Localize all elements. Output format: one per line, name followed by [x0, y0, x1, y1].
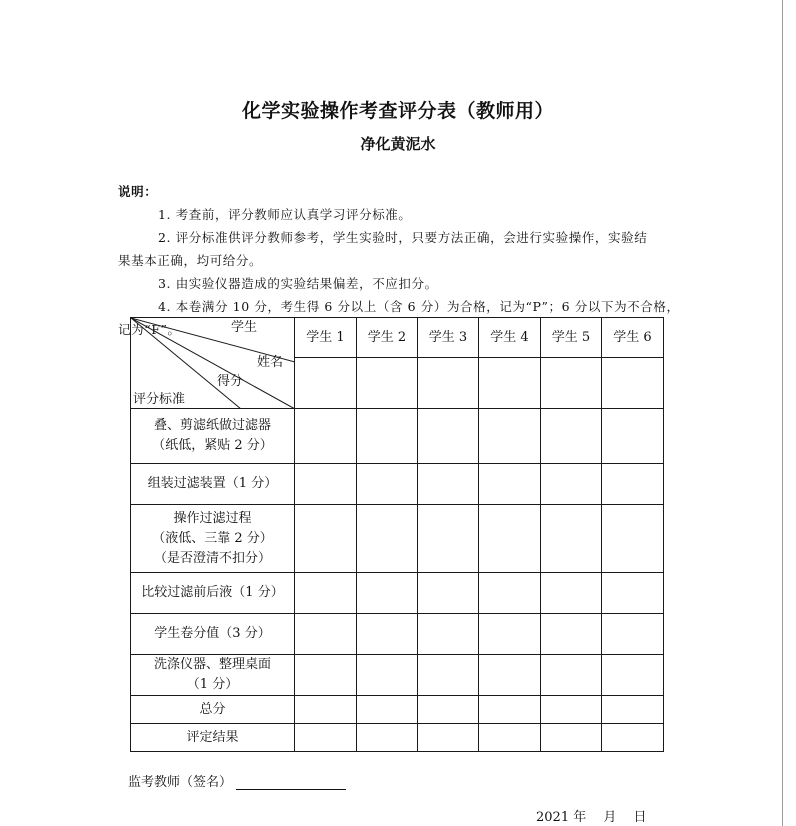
page-title: 化学实验操作考查评分表（教师用）: [241, 100, 554, 122]
student-header: 学生 1: [295, 318, 357, 358]
result-label: 评定结果: [186, 729, 239, 745]
score-cell[interactable]: [357, 614, 418, 655]
criterion-cell: [131, 573, 295, 614]
table-row: [131, 505, 664, 573]
score-cell[interactable]: [418, 696, 479, 724]
score-cell[interactable]: [418, 655, 479, 696]
student-header: 学生 2: [357, 318, 418, 358]
table-row: [131, 573, 664, 614]
score-cell[interactable]: [295, 358, 357, 409]
student-header: 学生 4: [479, 318, 541, 358]
score-cell[interactable]: [479, 505, 541, 573]
criterion-cell: [131, 614, 295, 655]
score-cell[interactable]: [295, 655, 357, 696]
score-cell[interactable]: [479, 655, 541, 696]
score-cell[interactable]: [541, 409, 602, 464]
criterion-cell: [131, 464, 295, 505]
criterion-cell: [131, 409, 295, 464]
instruction-4: 4. 本卷满分 10 分，考生得 6 分以上（含 6 分）为合格，记为“P”；6 分以下为不合格，: [158, 299, 680, 314]
student-header: 学生 6: [602, 318, 664, 358]
score-cell[interactable]: [418, 573, 479, 614]
signature-line[interactable]: [236, 775, 346, 790]
page-subtitle: 净化黄泥水: [360, 135, 436, 153]
table-row: [131, 614, 664, 655]
instruction-4-cont: 记为“F”。: [118, 322, 181, 337]
criterion-line: 比较过滤前后液（1 分）: [141, 585, 284, 600]
criterion-line: （液低、三靠 2 分）: [152, 530, 273, 546]
score-cell[interactable]: [541, 724, 602, 752]
score-cell[interactable]: [541, 573, 602, 614]
score-cell[interactable]: [479, 358, 541, 409]
score-cell[interactable]: [479, 409, 541, 464]
header-criteria-label: 评分标准: [133, 392, 186, 407]
score-cell[interactable]: [295, 409, 357, 464]
criterion-line: 操作过滤过程: [173, 510, 252, 526]
score-cell[interactable]: [357, 724, 418, 752]
score-cell[interactable]: [295, 696, 357, 724]
instruction-2: 2. 评分标准供评分教师参考，学生实验时，只要方法正确，会进行实验操作，实验结: [158, 230, 648, 245]
student-header: 学生 5: [541, 318, 602, 358]
student-header: 学生 3: [418, 318, 479, 358]
page-edge-rule: [782, 0, 783, 826]
score-cell[interactable]: [357, 409, 418, 464]
score-cell[interactable]: [418, 724, 479, 752]
score-cell[interactable]: [357, 696, 418, 724]
score-cell[interactable]: [479, 724, 541, 752]
table-row: [131, 696, 664, 724]
table-row: [131, 655, 664, 696]
table-row: [131, 464, 664, 505]
score-cell[interactable]: [541, 358, 602, 409]
criterion-cell: [131, 505, 295, 573]
score-cell[interactable]: [357, 505, 418, 573]
score-cell[interactable]: [295, 573, 357, 614]
score-cell[interactable]: [479, 464, 541, 505]
instruction-1: 1. 考查前，评分教师应认真学习评分标准。: [158, 207, 412, 222]
score-cell[interactable]: [357, 655, 418, 696]
score-cell[interactable]: [602, 573, 664, 614]
score-cell[interactable]: [357, 358, 418, 409]
criterion-line: 学生卷分值（3 分）: [154, 626, 271, 641]
table-row: [131, 724, 664, 752]
score-cell[interactable]: [602, 696, 664, 724]
score-cell[interactable]: [418, 505, 479, 573]
criterion-line: 组装过滤装置（1 分）: [147, 476, 278, 491]
score-cell[interactable]: [357, 573, 418, 614]
criterion-line: 洗涤仪器、整理桌面: [153, 657, 271, 672]
header-student-label: 学生: [231, 320, 258, 335]
criterion-line: 叠、剪滤纸做过滤器: [153, 418, 271, 433]
score-cell[interactable]: [479, 573, 541, 614]
score-cell[interactable]: [541, 505, 602, 573]
instruction-2-cont: 果基本正确，均可给分。: [118, 253, 263, 268]
score-cell[interactable]: [602, 505, 664, 573]
diagonal-header-cell: [131, 318, 295, 409]
score-cell[interactable]: [541, 464, 602, 505]
score-cell[interactable]: [602, 409, 664, 464]
score-cell[interactable]: [418, 464, 479, 505]
score-cell[interactable]: [602, 724, 664, 752]
criterion-line: （1 分）: [186, 677, 239, 692]
criterion-line: （纸低，紧贴 2 分）: [152, 438, 273, 453]
score-cell[interactable]: [295, 505, 357, 573]
score-cell[interactable]: [295, 724, 357, 752]
score-cell[interactable]: [418, 409, 479, 464]
criterion-cell: [131, 696, 295, 724]
criterion-cell: [131, 655, 295, 696]
score-cell[interactable]: [295, 464, 357, 505]
header-score-label: 得分: [217, 374, 244, 389]
score-cell[interactable]: [479, 696, 541, 724]
header-name-label: 姓名: [257, 355, 284, 370]
grading-table: [130, 317, 664, 752]
score-cell[interactable]: [357, 464, 418, 505]
date-line: 2021 年 月 日: [536, 810, 647, 825]
score-cell[interactable]: [602, 358, 664, 409]
score-cell[interactable]: [479, 614, 541, 655]
instruction-3: 3. 由实验仪器造成的实验结果偏差，不应扣分。: [158, 276, 438, 291]
score-cell[interactable]: [602, 614, 664, 655]
score-cell[interactable]: [602, 464, 664, 505]
score-cell[interactable]: [602, 655, 664, 696]
score-cell[interactable]: [295, 614, 357, 655]
score-cell[interactable]: [418, 614, 479, 655]
score-cell[interactable]: [541, 696, 602, 724]
score-cell[interactable]: [418, 358, 479, 409]
proctor-signature: [128, 771, 346, 790]
criterion-cell: [131, 724, 295, 752]
score-cell[interactable]: [541, 614, 602, 655]
signature-label: 监考教师（签名）: [128, 775, 233, 790]
score-cell[interactable]: [541, 655, 602, 696]
table-row: [131, 409, 664, 464]
criterion-line: （是否澄清不扣分）: [153, 550, 271, 566]
total-label: 总分: [199, 701, 226, 717]
instructions-label: 说明：: [118, 184, 158, 199]
